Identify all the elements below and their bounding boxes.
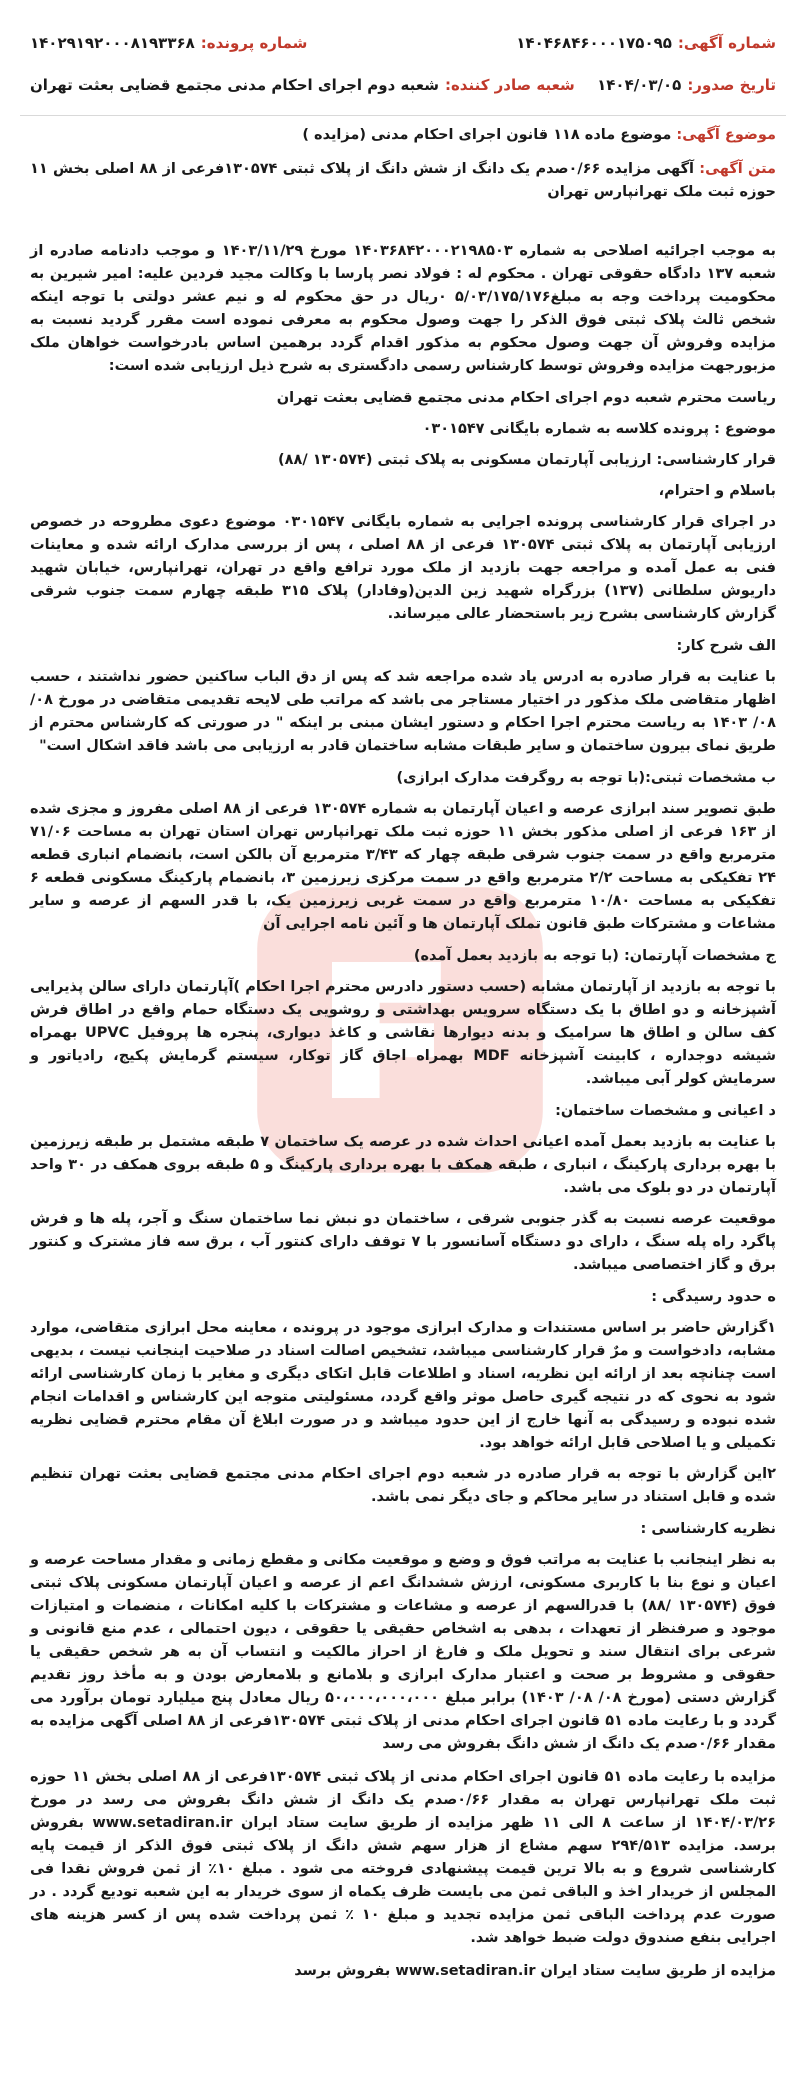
- paragraph-4: با توجه به بازدید از آپارتمان مشابه (حسب دستور دادرس محترم اجرا احکام )آپارتمان دارای سالن پذیرایی آشپزخانه و دو اطاق با یک دستگاه سرویس بهداشتی و روشویی یک دستگاه حمام واقع در اطاق فرش کف سالن و اطاق ها سرامیک و بدنه دیوارها نقاشی و کاغذ دیواری، پنجره ها پروفیل UPVC بهمراه شیشه دوجداره ، کابینت آشپزخانه MDF بهمراه اجاق گاز توکار، سیستم گرمایش پکیج، رادیاتور و سرمایش کولر آبی میباشد.: [30, 979, 776, 1087]
- heading-he: ه حدود رسیدگی :: [651, 1289, 776, 1305]
- closing-line: مزایده از طریق سایت ستاد ایران www.setadiran.ir بفروش برسد: [294, 1963, 776, 1979]
- notice-header: [30, 28, 776, 110]
- issuer-value: شعبه دوم اجرای احکام مدنی مجتمع قضایی بعثت تهران: [30, 76, 439, 94]
- ad-number: [516, 34, 776, 52]
- issuer-label: شعبه صادر کننده:: [444, 76, 575, 94]
- notice-subject: [30, 124, 776, 147]
- issuer: [30, 76, 575, 94]
- ad-number-label: شماره آگهی:: [677, 34, 776, 52]
- paragraph-2: با عنایت به قرار صادره به ادرس یاد شده مراجعه شد که پس از دق الباب ساکنین حضور نداشتند ، حسب اظهار متقاضی ملک مذکور در اختیار مستاجر می باشد که مراتب طی لایحه تقدیمی متقاضی در مورخ ۰۸/ ۰۸/ ۱۴۰۳ به ریاست محترم اجرا احکام و دستور ایشان مبنی بر اینکه " در صورتی که کارشناس محترم از طریق نمای بیرون ساختمان و سایر طبقات مشابه ساختمان قادر به ارزیابی می باشد فاقد اشکال است": [30, 669, 776, 754]
- notice-ad-text: [30, 158, 776, 204]
- ad-text-content: آگهی مزایده ۰/۶۶صدم یک دانگ از شش دانگ از پلاک ثبتی ۱۳۰۵۷۴فرعی از ۸۸ اصلی بخش ۱۱ حوزه ثبت ملک تهرانپارس تهران: [30, 161, 776, 200]
- paragraph-6: موقعیت عرصه نسبت به گذر جنوبی شرقی ، ساختمان دو نبش نما ساختمان سنگ و آجر، پله ها و فرش پاگرد راه پله سنگ ، دارای دو دستگاه آسانسور با ۷ توقف دارای کنتور آب ، برق سه فاز مشترک و کنتور برق و گاز اختصاصی میباشد.: [30, 1211, 776, 1273]
- ad-number-value: ۱۴۰۴۶۸۴۶۰۰۰۱۷۵۰۹۵: [516, 34, 672, 52]
- intro-paragraph: به موجب اجرائیه اصلاحی به شماره ۱۴۰۳۶۸۴۲۰۰۰۲۱۹۸۵۰۳ مورخ ۱۴۰۳/۱۱/۲۹ و موجب دادنامه صادره از شعبه ۱۳۷ دادگاه حقوقی تهران . محکوم له : فولاد نصر پارسا با وکالت مجید فردین علیه: امیر شیرین به محکومیت پرداخت وجه به مبلغ۵/۰۳/۱۷۵/۱۷۶ ۰ریال در حق محکوم له و نیم عشر دولتی با توجه اینکه شخص ثالث پلاک ثبتی فوق الذکر را جهت وصول محکوم به معرفی نموده است مقرر گردید نسبت به مزایده وفروش آن جهت وصول محکوم به مذکور اقدام گردد برهمین اساس بادرخواست خواهان ملک مزبورجهت مزایده وفروش توسط کارشناس رسمی دادگستری به شرح ذیل ارزیابی شده است:: [30, 243, 776, 374]
- paragraph-1: در اجرای قرار کارشناسی پرونده اجرایی به شماره بایگانی ۰۳۰۱۵۴۷ موضوع دعوی مطروحه در خصوص ارزیابی آپارتمان به پلاک ثبتی ۱۳۰۵۷۴ فرعی از ۸۸ اصلی ، پس از بررسی مدارک ارائه شده و معاینات فنی به عمل آمده و مراجعه جهت بازدید از ملک مورد ترافع واقع در تهران، تهرانپارس، خیابان شهید داریوش سلطانی (۱۳۷) بزرگراه شهید زین الدین(وفادار) پلاک ۳۱۵ طبقه چهارم سمت جنوب شرقی گزارش کارشناسی بشرح زیر باستحضار عالی میرساند.: [30, 514, 777, 622]
- notice-body: [30, 240, 776, 1983]
- heading-opinion: نظریه کارشناسی :: [640, 1521, 776, 1537]
- case-number-value: ۱۴۰۲۹۱۹۲۰۰۰۸۱۹۳۳۶۸: [30, 34, 195, 52]
- case-number-label: شماره پرونده:: [200, 34, 308, 52]
- issue-date-value: ۱۴۰۴/۰۳/۰۵: [597, 76, 682, 94]
- issue-date: [597, 76, 776, 94]
- heading-dal: د اعیانی و مشخصات ساختمان:: [555, 1103, 776, 1119]
- subject-label: موضوع آگهی:: [676, 127, 776, 143]
- paragraph-10: مزایده با رعایت ماده ۵۱ قانون اجرای احکام مدنی از پلاک ثبتی ۱۳۰۵۷۴فرعی از ۸۸ اصلی بخش ۱۱ حوزه ثبت ملک تهرانپارس تهران به مقدار ۰/۶۶صدم یک دانگ از شش دانگ بفروش می رسد در مورخ ۱۴۰۴/۰۳/۲۶ از ساعت ۸ الی ۱۱ ظهر مزایده از طریق سایت ستاد ایران www.setadiran.ir بفروش برسد. مزایده ۲۹۴/۵۱۳ سهم مشاع از هزار سهم شش دانگ از پلاک ثبتی فوق الذکر از قیمت پایه کارشناسی شروع و به بالا ترین قیمت پیشنهادی فروخته می شود . مبلغ ۱۰٪ از ثمن فروش نقدا فی المجلس از خریدار اخذ و الباقی ثمن می بایست ظرف یکماه از سوی خریدار به این شعبه تودیع گردد . در صورت عدم پرداخت الباقی ثمن مزایده تجدید و مبلغ ۱۰ ٪ ثمن پرداخت شده پس از کسر هزینه های اجرایی بنفع صندوق دولت ضبط خواهد شد.: [30, 1769, 777, 1946]
- expert-order-line: قرار کارشناسی: ارزیابی آپارتمان مسکونی به پلاک ثبتی (۱۳۰۵۷۴ /۸۸): [278, 452, 776, 468]
- paragraph-3: طبق تصویر سند ابرازی عرصه و اعیان آپارتمان به شماره ۱۳۰۵۷۴ فرعی از ۸۸ اصلی مفروز و مجزی شده از ۱۶۳ فرعی از اصلی مذکور بخش ۱۱ حوزه ثبت ملک تهرانپارس تهران استان تهران به مساحت ۷۱/۰۶ مترمربع واقع در سمت جنوب شرقی طبقه چهار که ۳/۴۳ مترمربع آن بالکن است، بانضمام انباری قطعه ۲۴ تفکیکی به مساحت ۲/۲ مترمربع واقع در سمت مرکزی زیرزمین ۳، بانضمام پارکینگ مسکونی قطعه ۶ تفکیکی به مساحت ۱۰/۸۰ مترمربع واقع در سمت غربی زیرزمین یک، با قدر السهم از عرصه و سایر مشاعات و مشترکات طبق قانون تملک آپارتمان ها و آئین نامه اجرایی آن: [30, 801, 776, 932]
- case-number: [30, 34, 307, 52]
- heading-be: ب مشخصات ثبتی:(با توجه به روگرفت مدارک ابرازی): [396, 770, 776, 786]
- header-divider: [20, 115, 786, 116]
- heading-alef: الف شرح کار:: [676, 638, 776, 654]
- reference-line: موضوع : پرونده کلاسه به شماره بایگانی ۰۳۰۱۵۴۷: [422, 421, 776, 437]
- paragraph-9: به نظر اینجانب با عنایت به مراتب فوق و وضع و موقعیت مکانی و مقطع زمانی و مقدار مساحت عرصه و اعیان و نوع بنا با کاربری مسکونی، ارزش ششدانگ اعم از عرصه و اعیان آپارتمان مسکونی پلاک ثبتی فوق (۱۳۰۵۷۴ /۸۸) با قدرالسهم از عرصه و مشاعات و مشترکات با کلیه امکانات ، منضمات و امتیازات موجود و صرفنظر از تعهدات ، بدهی به اشخاص حقیقی یا حقوقی ، دیون احتمالی ، عدم منع قانونی و شرعی برای انتقال سند و تحویل ملک و فارغ از احراز مالکیت و انتساب آن به هر شخص حقیقی یا حقوقی و مشروط بر صحت و اعتبار مدارک ابرازی و بلامانع و بلامعارض بودن و به مأخذ روز تقدیم گزارش دستی (مورخ ۰۸/ ۰۸/ ۱۴۰۳) برابر مبلغ ۵۰،۰۰۰،۰۰۰،۰۰۰ ریال معادل پنج میلیارد تومان برآورد می گردد و با رعایت ماده ۵۱ قانون اجرای احکام مدنی از پلاک ثبتی ۱۳۰۵۷۴فرعی از ۸۸ اصلی آگهی مزایده به مقدار ۰/۶۶صدم یک دانگ از شش دانگ بفروش می رسد: [30, 1552, 776, 1752]
- ad-text-label: متن آگهی:: [699, 161, 776, 177]
- heading-jim: ج مشخصات آپارتمان: (با توجه به بازدید بعمل آمده): [413, 948, 776, 964]
- issue-date-label: تاریخ صدور:: [687, 76, 776, 94]
- paragraph-7: ۱گزارش حاضر بر اساس مستندات و مدارک ابرازی موجود در پرونده ، معاینه محل ابرازی متقاضی، موارد مشابه، دادخواست و مرٌ قرار کارشناسی میباشد، تشخیص اصالت اسناد در صلاحیت اینجانب نیست ، بدیهی است چنانچه بعد از ارائه این نظریه، اسناد و اطلاعات قابل اتکای دیگری و مغایر با زمان کارشناسی ارائه شود به نحوی که در نتیجه گیری حاصل موثر واقع گردد، مسئولیتی متوجه این کارشناس و اقدامات انجام شده نبوده و رسیدگی به آنها خارج از این حدود میباشد و در صورت ابلاغ آن مقام محترم قضایی نظریه تکمیلی و یا اصلاحی قابل ارائه خواهد بود.: [30, 1320, 776, 1451]
- paragraph-8: ۲این گزارش با توجه به قرار صادره در شعبه دوم اجرای احکام مدنی مجتمع قضایی بعثت تهران تنظیم شده و قابل استناد در سایر محاکم و جای دیگر نمی باشد.: [30, 1466, 776, 1505]
- paragraph-5: با عنایت به بازدید بعمل آمده اعیانی احداث شده در عرصه یک ساختمان ۷ طبقه مشتمل بر طبقه زیرزمین با بهره برداری پارکینگ ، انباری ، طبقه همکف با بهره برداری پارکینگ و ۵ طبقه بروی همکف در ۳۰ واحد آپارتمان در دو بلوک می باشد.: [30, 1134, 777, 1196]
- addressee: ریاست محترم شعبه دوم اجرای احکام مدنی مجتمع قضایی بعثت تهران: [276, 390, 776, 406]
- subject-text: موضوع ماده ۱۱۸ قانون اجرای احکام مدنی (مزایده ): [302, 127, 672, 143]
- greeting: باسلام و احترام،: [658, 483, 776, 499]
